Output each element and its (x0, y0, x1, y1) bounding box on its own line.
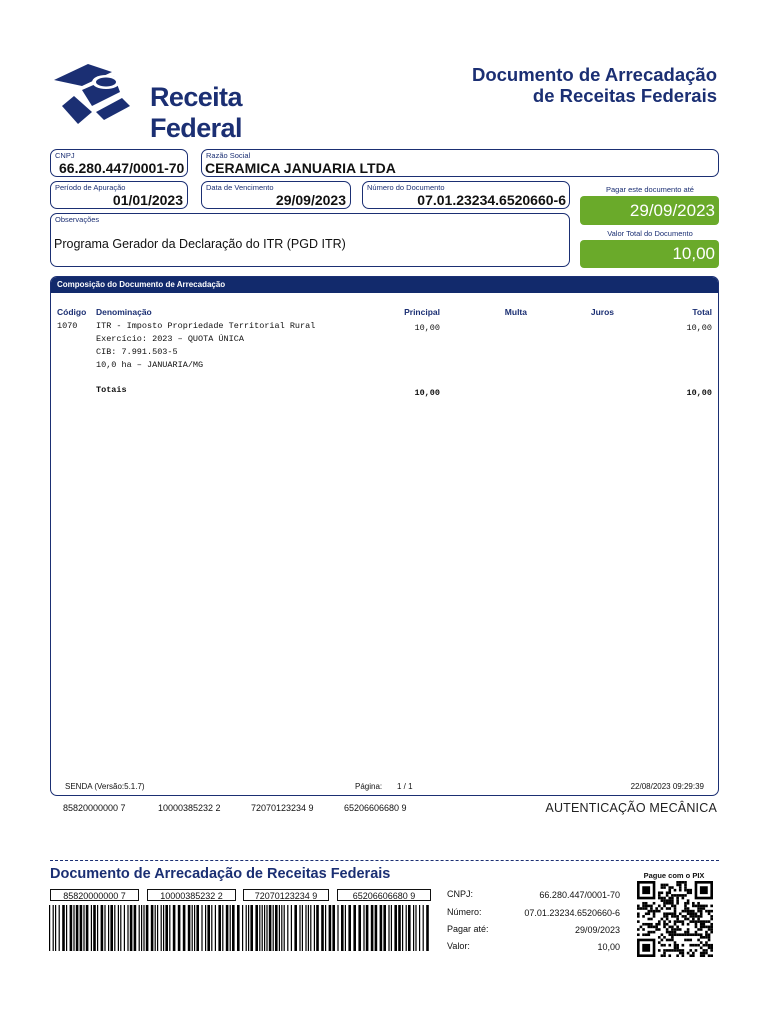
stub-code-2: 10000385232 2 (147, 889, 236, 901)
document-title (472, 64, 717, 106)
cnpj-field (50, 149, 188, 177)
observacoes-label: Observações (55, 215, 100, 224)
numero-documento-label: Número do Documento (367, 183, 445, 192)
stub-valor-label: Valor: (447, 941, 470, 951)
pagar-ate-label: Pagar este documento até (606, 185, 694, 194)
row-codigo: 1070 (57, 321, 78, 331)
generated-datetime: 22/08/2023 09:29:39 (630, 782, 704, 791)
receita-federal-logo (52, 62, 332, 143)
composition-panel (50, 276, 719, 796)
brand-name: Receita Federal (150, 82, 242, 143)
title-line-1: Documento de Arrecadação (471, 64, 717, 85)
barcode-code-3: 72070123234 9 (251, 803, 314, 813)
cnpj-value: 66.280.447/0001-70 (59, 160, 185, 176)
observacoes-value: Programa Gerador da Declaração do ITR (PGD ITR) (54, 237, 346, 251)
periodo-label: Período de Apuração (55, 183, 126, 192)
stub-valor-value: 10,00 (597, 942, 620, 952)
stub-title: Documento de Arrecadação de Receitas Federais (50, 866, 391, 882)
col-multa: Multa (504, 307, 527, 317)
col-principal: Principal (404, 307, 440, 317)
col-total: Total (692, 307, 712, 317)
observacoes-field (50, 213, 570, 267)
totais-total: 10,00 (686, 388, 712, 398)
row-denominacao-line-4: 10,0 ha – JANUARIA/MG (96, 360, 204, 370)
numero-documento-value: 07.01.23234.6520660-6 (417, 192, 566, 208)
vencimento-field (201, 181, 351, 209)
row-denominacao-line-2: Exercício: 2023 – QUOTA ÚNICA (96, 334, 244, 344)
periodo-field (50, 181, 188, 209)
pagar-ate-value: 29/09/2023 (580, 196, 719, 225)
page-value: 1 / 1 (397, 782, 413, 791)
senda-version: SENDA (Versão:5.1.7) (65, 782, 145, 791)
valor-total-label: Valor Total do Documento (607, 229, 693, 238)
periodo-value: 01/01/2023 (112, 192, 183, 208)
stub-numero-label: Número: (447, 907, 482, 917)
cut-line (50, 860, 719, 861)
stub-code-4: 65206606680 9 (337, 889, 431, 901)
title-line-2: de Receitas Federais (532, 85, 717, 106)
valor-total-value: 10,00 (580, 240, 719, 268)
row-principal: 10,00 (414, 323, 440, 333)
vencimento-value: 29/09/2023 (275, 192, 346, 208)
barcode-code-1: 85820000000 7 (63, 803, 126, 813)
razao-social-field (201, 149, 719, 177)
pix-label: Pague com o PIX (643, 871, 705, 880)
razao-social-label: Razão Social (206, 151, 251, 160)
row-denominacao-line-1: ITR - Imposto Propriedade Territorial Rural (96, 321, 316, 331)
page-label: Página: (355, 782, 383, 791)
vencimento-label: Data de Vencimento (206, 183, 274, 192)
barcode-code-4: 65206606680 9 (344, 803, 407, 813)
stub-pagar-ate-value: 29/09/2023 (574, 925, 620, 935)
col-juros: Juros (590, 307, 614, 317)
composition-title: Composição do Documento de Arrecadação (51, 277, 718, 293)
stub-code-1: 85820000000 7 (50, 889, 139, 901)
barcode-code-2: 10000385232 2 (158, 803, 221, 813)
barcode-image (49, 905, 431, 951)
stub-cnpj-label: CNPJ: (447, 889, 474, 899)
col-codigo: Código (57, 307, 87, 317)
totais-label: Totais (96, 385, 127, 395)
razao-social-value: CERAMICA JANUARIA LTDA (205, 160, 396, 176)
row-denominacao-line-3: CIB: 7.991.503-5 (96, 347, 178, 357)
pix-qr-code[interactable] (637, 881, 713, 957)
cnpj-label: CNPJ (55, 151, 75, 160)
stub-numero-value: 07.01.23234.6520660-6 (524, 908, 620, 918)
col-denominacao: Denominação (96, 307, 152, 317)
numero-documento-field (362, 181, 570, 209)
autenticacao-mecanica: AUTENTICAÇÃO MECÂNICA (545, 801, 717, 815)
stub-pagar-ate-label: Pagar até: (447, 924, 489, 934)
stub-cnpj-value: 66.280.447/0001-70 (539, 890, 620, 900)
stub-code-3: 72070123234 9 (243, 889, 329, 901)
row-total: 10,00 (686, 323, 712, 333)
totais-principal: 10,00 (414, 388, 440, 398)
